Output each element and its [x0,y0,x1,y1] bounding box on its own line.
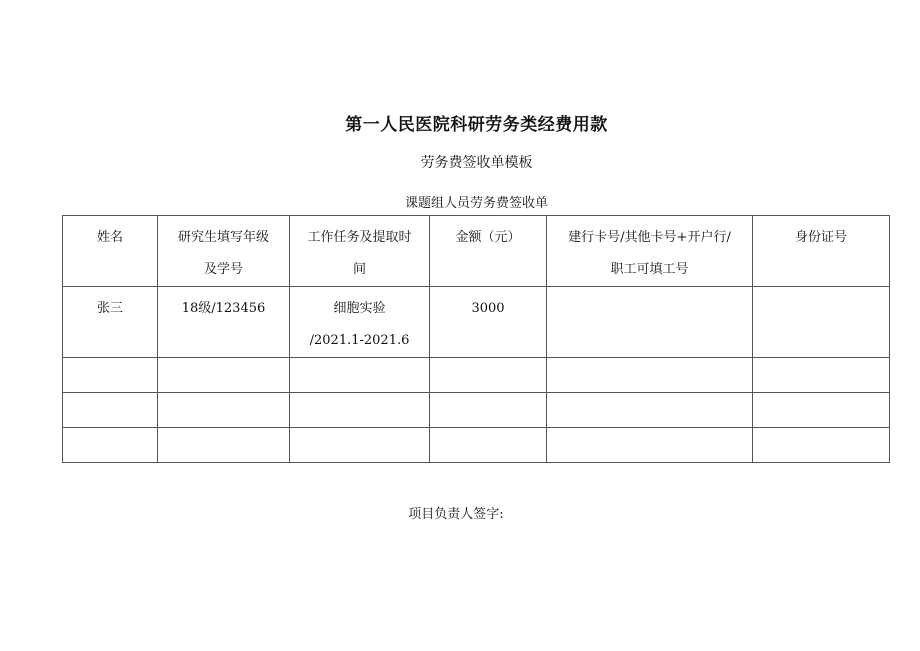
empty-cell [63,393,158,428]
signature-label: 项目负责人签字: [408,507,504,522]
cell-task-line2: /2021.1-2021.6 [309,333,410,348]
table-row [63,287,890,358]
empty-cell [158,428,290,463]
empty-cell [753,358,890,393]
empty-cell [158,358,290,393]
table-row [63,428,890,463]
empty-cell [290,393,430,428]
cell-id-number [753,287,890,358]
header-grade-id-line2: 及学号 [203,262,243,277]
table-caption: 课题组人员劳务费签收单 [404,196,548,211]
empty-cell [547,428,753,463]
empty-cell [753,393,890,428]
header-amount [430,216,547,287]
empty-cell [290,428,430,463]
empty-cell [430,393,547,428]
empty-cell [158,393,290,428]
labor-fee-table [62,215,890,463]
header-grade-id [158,216,290,287]
cell-task [290,287,430,358]
header-card-line1: 建行卡号/其他卡号+开户行/ [568,230,731,245]
table-header-row [63,216,890,287]
empty-cell [547,358,753,393]
header-name-text: 姓名 [96,230,123,245]
header-grade-id-line1: 研究生填写年级 [177,230,269,245]
cell-amount-text: 3000 [471,301,505,316]
header-card-line2: 职工可填工号 [610,262,689,277]
cell-card [547,287,753,358]
table-row [63,358,890,393]
empty-cell [63,428,158,463]
header-name [63,216,158,287]
empty-cell [290,358,430,393]
document-subtitle: 劳务费签收单模板 [420,155,533,171]
empty-cell [547,393,753,428]
header-task-line2: 间 [352,262,366,277]
table-row [63,393,890,428]
header-amount-text: 金额（元） [455,230,521,245]
empty-cell [430,358,547,393]
cell-grade-id-text: 18级/123456 [181,301,266,316]
header-id-number [753,216,890,287]
empty-cell [63,358,158,393]
header-task-line1: 工作任务及提取时 [307,230,412,245]
cell-amount [430,287,547,358]
header-id-number-text: 身份证号 [794,230,847,245]
header-task [290,216,430,287]
header-card [547,216,753,287]
cell-name [63,287,158,358]
empty-cell [753,428,890,463]
cell-grade-id [158,287,290,358]
cell-task-line1: 细胞实验 [333,301,386,316]
empty-cell [430,428,547,463]
cell-name-text: 张三 [96,301,123,316]
document-title: 第一人民医院科研劳务类经费用款 [345,115,608,135]
